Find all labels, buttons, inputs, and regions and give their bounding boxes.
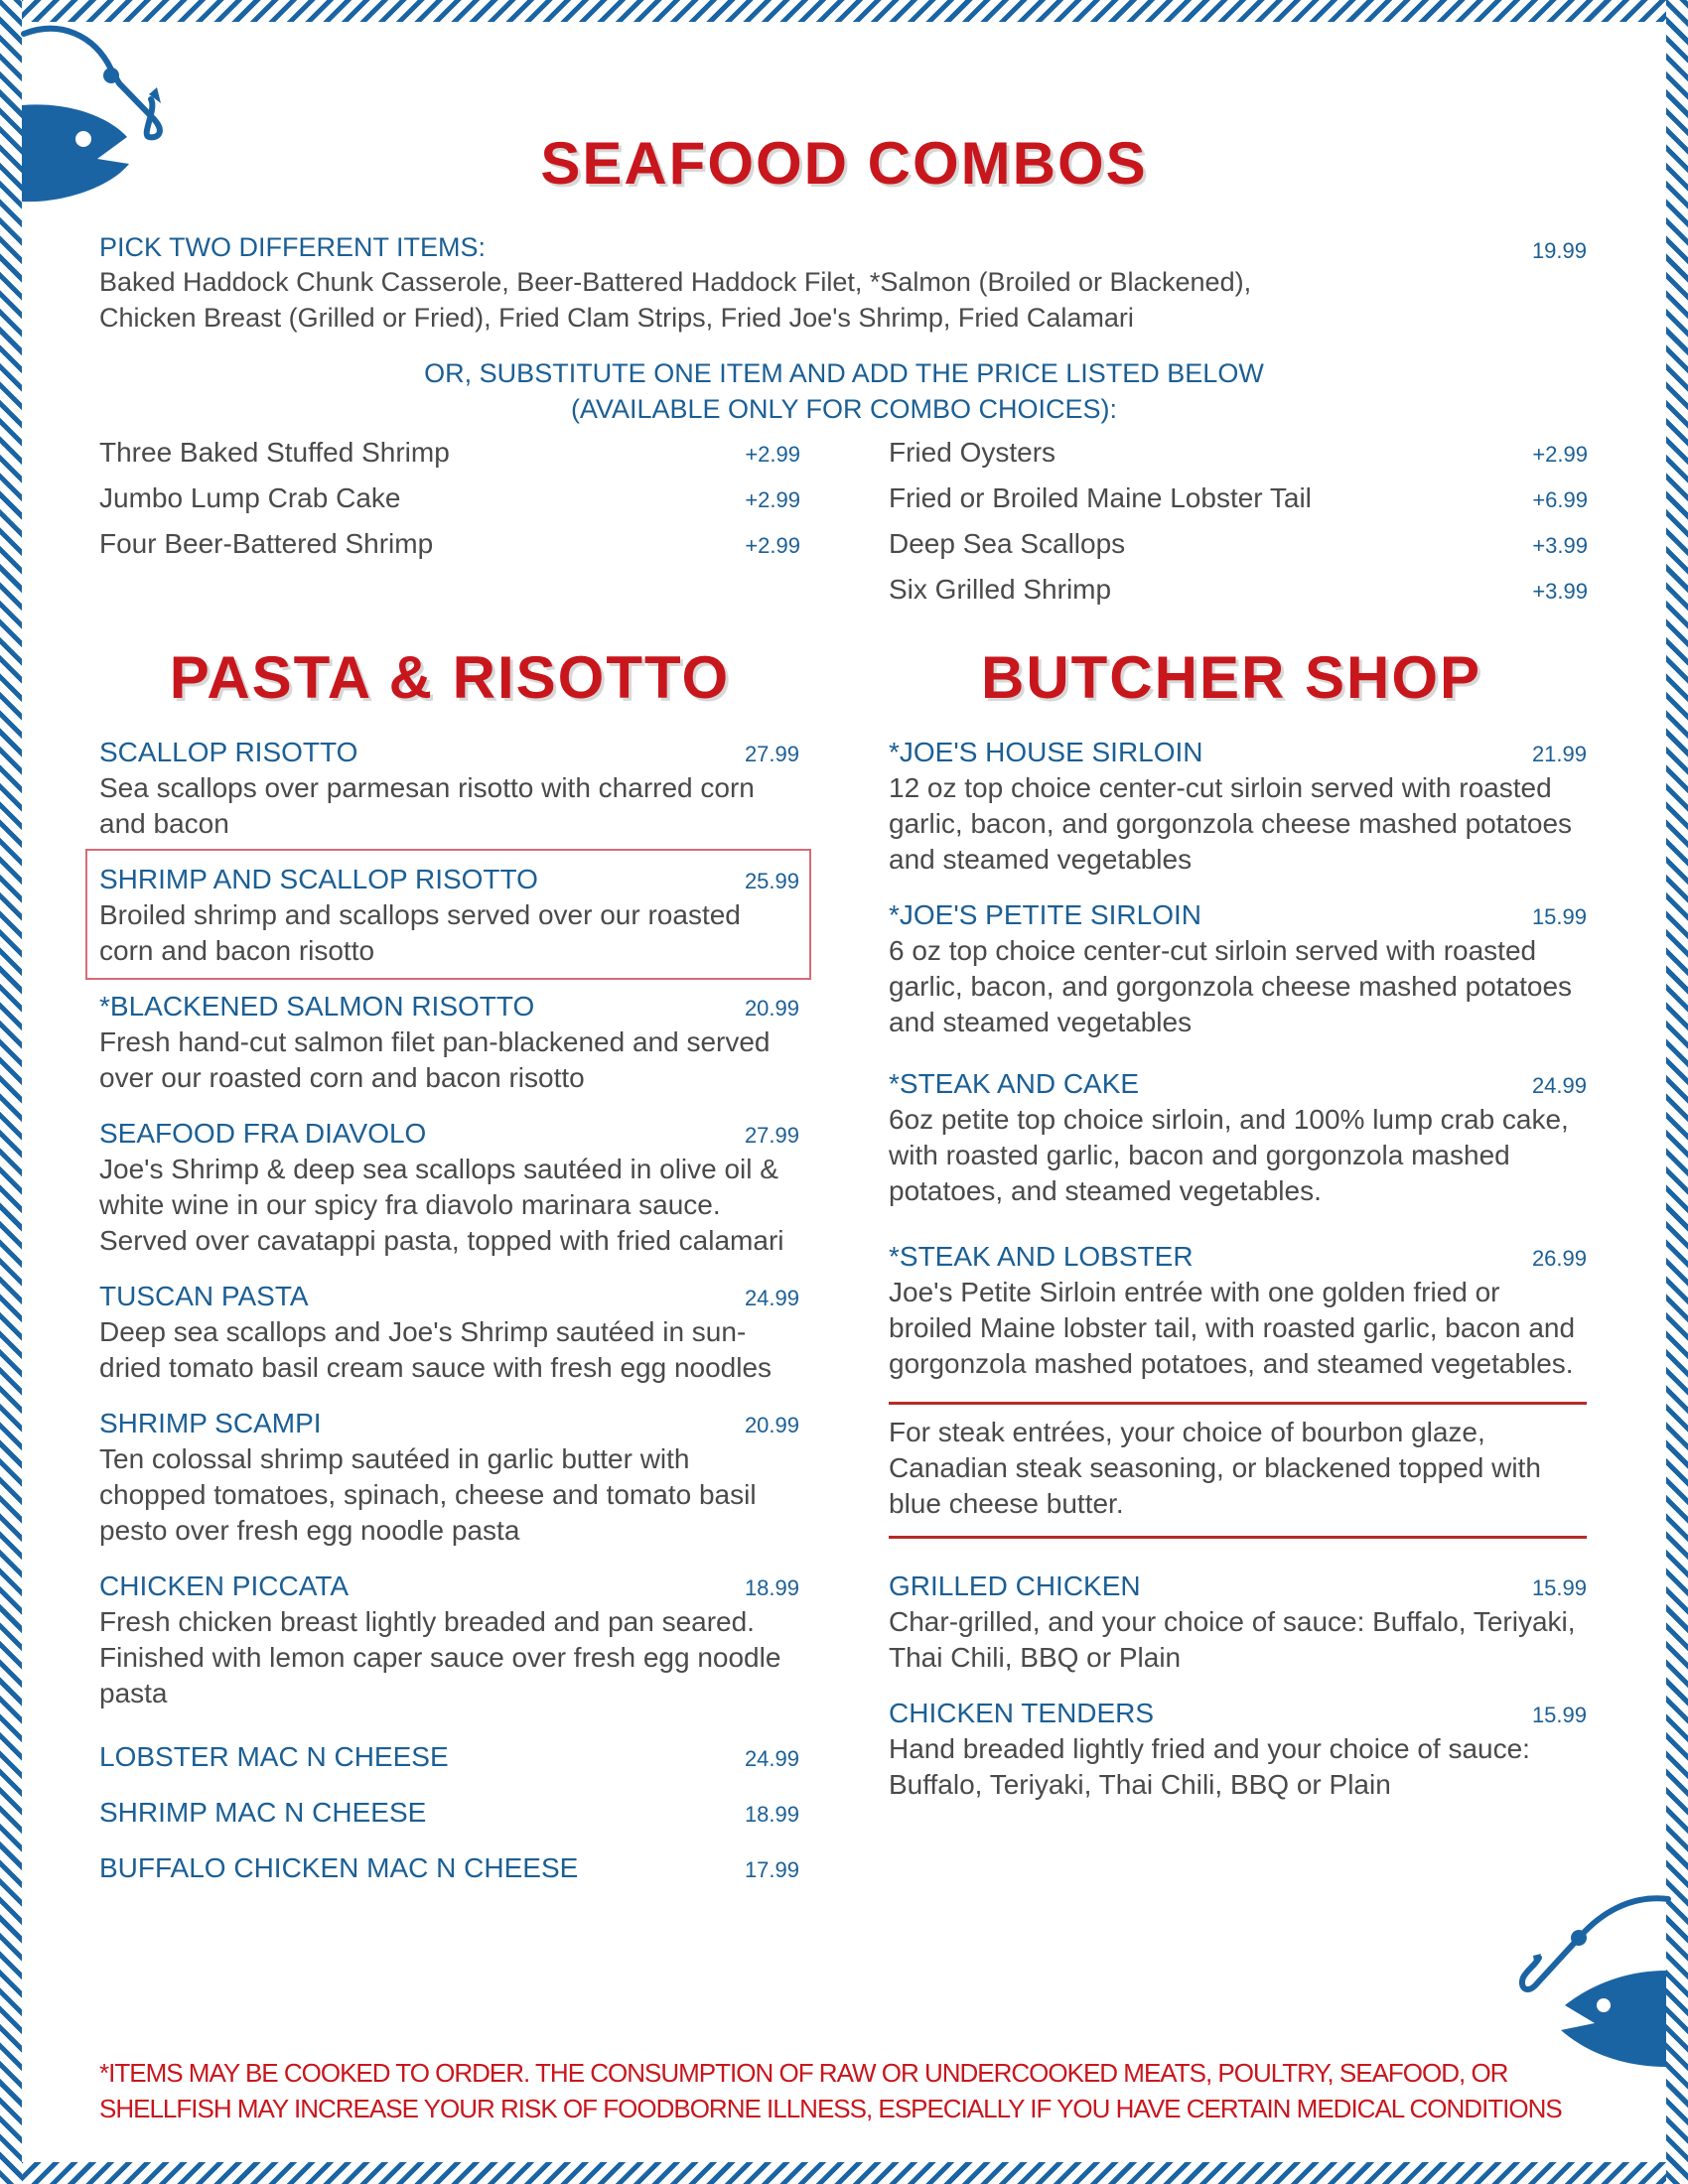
substitutes-right — [889, 437, 1588, 619]
item-name: SHRIMP MAC N CHEESE — [99, 1797, 427, 1828]
substitute-item — [889, 437, 1588, 482]
item-name: *JOE'S PETITE SIRLOIN — [889, 899, 1201, 930]
item-name: CHICKEN TENDERS — [889, 1698, 1155, 1728]
menu-item — [889, 1066, 1587, 1209]
substitute-name: Six Grilled Shrimp — [889, 574, 1112, 605]
item-description: Hand breaded lightly fried and your choice of sauce: Buffalo, Teriyaki, Thai Chili, BBQ or Plain — [889, 1733, 1530, 1800]
item-price: 15.99 — [1531, 1575, 1587, 1600]
item-description: Ten colossal shrimp sautéed in garlic butter with chopped tomatoes, spinach, cheese and tomato basil pesto over fresh egg noodle pasta — [99, 1443, 757, 1546]
divider-line — [889, 1536, 1587, 1539]
item-description: Joe's Shrimp & deep sea scallops sautéed in olive oil & white wine in our spicy fra diavolo marinara sauce. Served over cavatappi pasta, topped with fried calamari — [99, 1154, 784, 1256]
combo-price: 19.99 — [1531, 238, 1587, 263]
menu-item — [99, 1406, 799, 1549]
menu-item — [99, 1569, 799, 1711]
seafood-combos-title: SEAFOOD COMBOS — [540, 130, 1148, 197]
menu-item — [889, 735, 1587, 878]
substitute-heading-line: (AVAILABLE ONLY FOR COMBO CHOICES): — [570, 394, 1118, 424]
item-name: *STEAK AND LOBSTER — [889, 1241, 1194, 1272]
substitute-item — [889, 482, 1588, 528]
substitute-heading — [0, 355, 1688, 427]
menu-item — [889, 1696, 1587, 1803]
pasta-risotto-list — [99, 735, 799, 1906]
item-name: GRILLED CHICKEN — [889, 1570, 1141, 1601]
steak-note: For steak entrées, your choice of bourbon glaze, Canadian steak seasoning, or blackened topped with blue cheese butter. — [889, 1417, 1541, 1519]
item-price: 24.99 — [744, 1286, 799, 1310]
substitute-name: Fried Oysters — [889, 437, 1056, 468]
item-name: LOBSTER MAC N CHEESE — [99, 1741, 449, 1772]
substitute-heading-line: OR, SUBSTITUTE ONE ITEM AND ADD THE PRICE LISTED BELOW — [424, 358, 1264, 388]
substitute-name: Deep Sea Scallops — [889, 528, 1126, 559]
pasta-risotto-title: PASTA & RISOTTO — [169, 644, 731, 711]
stripe-border-bottom — [0, 2162, 1688, 2184]
substitute-price: +2.99 — [745, 533, 800, 558]
item-price: 18.99 — [744, 1802, 799, 1827]
substitute-name: Fried or Broiled Maine Lobster Tail — [889, 482, 1312, 513]
item-price: 24.99 — [1531, 1073, 1587, 1098]
substitute-price: +2.99 — [1532, 442, 1588, 467]
item-name: SEAFOOD FRA DIAVOLO — [99, 1118, 427, 1149]
menu-item — [99, 989, 799, 1096]
item-name: SCALLOP RISOTTO — [99, 737, 358, 767]
item-price: 26.99 — [1531, 1246, 1587, 1271]
substitute-item — [889, 528, 1588, 574]
item-price: 27.99 — [744, 1123, 799, 1148]
substitute-item — [99, 437, 800, 482]
item-name: TUSCAN PASTA — [99, 1281, 309, 1311]
substitute-name: Jumbo Lump Crab Cake — [99, 482, 401, 513]
item-price: 18.99 — [744, 1575, 799, 1600]
item-price: 27.99 — [744, 742, 799, 766]
combo-choices — [99, 264, 1589, 336]
stripe-border-right — [1666, 0, 1688, 2184]
item-description: Fresh hand-cut salmon filet pan-blackened and served over our roasted corn and bacon risotto — [99, 1026, 771, 1093]
butcher-shop-list — [889, 735, 1587, 1823]
item-name: SHRIMP AND SCALLOP RISOTTO — [99, 864, 538, 894]
item-description: Joe's Petite Sirloin entrée with one golden fried or broiled Maine lobster tail, with roasted garlic, bacon and gorgonzola mashed potatoes, and steamed vegetables. — [889, 1277, 1576, 1379]
stripe-border-top — [0, 0, 1688, 22]
substitute-item — [99, 528, 800, 574]
substitute-price: +3.99 — [1532, 579, 1588, 604]
menu-item — [99, 1739, 799, 1775]
menu-item — [99, 1795, 799, 1831]
item-price: 20.99 — [744, 996, 799, 1021]
fish-on-hook-icon — [1470, 1866, 1688, 2184]
item-description: Broiled shrimp and scallops served over our roasted corn and bacon risotto — [99, 899, 741, 966]
menu-item — [99, 1116, 799, 1259]
item-description: Deep sea scallops and Joe's Shrimp sautéed in sun-dried tomato basil cream sauce with fresh egg noodles — [99, 1316, 773, 1383]
item-description: 12 oz top choice center-cut sirloin served with roasted garlic, bacon, and gorgonzola cheese mashed potatoes and steamed vegetables — [889, 772, 1573, 875]
menu-item — [889, 1569, 1587, 1676]
substitute-price: +3.99 — [1532, 533, 1588, 558]
item-price: 17.99 — [744, 1857, 799, 1882]
item-description: Char-grilled, and your choice of sauce: Buffalo, Teriyaki, Thai Chili, BBQ or Plain — [889, 1606, 1576, 1673]
item-name: CHICKEN PICCATA — [99, 1570, 349, 1601]
item-price: 24.99 — [744, 1746, 799, 1771]
item-price: 15.99 — [1531, 1703, 1587, 1727]
substitutes-left — [99, 437, 800, 574]
item-price: 25.99 — [744, 869, 799, 893]
item-description: Sea scallops over parmesan risotto with charred corn and bacon — [99, 772, 755, 839]
item-description: 6oz petite top choice sirloin, and 100% lump crab cake, with roasted garlic, bacon and gorgonzola mashed potatoes, and steamed vegetables. — [889, 1104, 1569, 1206]
item-price: 20.99 — [744, 1413, 799, 1437]
item-description: 6 oz top choice center-cut sirloin served with roasted garlic, bacon, and gorgonzola cheese mashed potatoes and steamed vegetables — [889, 935, 1573, 1037]
substitute-item — [99, 482, 800, 528]
substitute-name: Four Beer-Battered Shrimp — [99, 528, 434, 559]
menu-item — [99, 1850, 799, 1886]
item-name: *JOE'S HOUSE SIRLOIN — [889, 737, 1203, 767]
food-safety-disclaimer: *ITEMS MAY BE COOKED TO ORDER. THE CONSUMPTION OF RAW OR UNDERCOOKED MEATS, POULTRY, SEAFOOD, OR SHELLFISH MAY INCREASE YOUR RISK OF FOODBORNE ILLNESS, ESPECIALLY IF YOU HAVE CERTAIN MEDICAL CONDITIONS — [99, 2058, 1562, 2123]
butcher-shop-title: BUTCHER SHOP — [980, 644, 1482, 711]
item-name: SHRIMP SCAMPI — [99, 1408, 322, 1438]
substitute-name: Three Baked Stuffed Shrimp — [99, 437, 450, 468]
item-price: 21.99 — [1531, 742, 1587, 766]
combo-choices-line: Baked Haddock Chunk Casserole, Beer-Battered Haddock Filet, *Salmon (Broiled or Blackened), — [99, 267, 1252, 297]
pick-two-label: PICK TWO DIFFERENT ITEMS: — [99, 232, 487, 262]
stripe-border-left — [0, 0, 22, 2184]
item-name: BUFFALO CHICKEN MAC N CHEESE — [99, 1852, 579, 1883]
menu-item — [99, 1279, 799, 1386]
item-name: *BLACKENED SALMON RISOTTO — [99, 991, 535, 1022]
combo-choices-line: Chicken Breast (Grilled or Fried), Fried Clam Strips, Fried Joe's Shrimp, Fried Calamari — [99, 303, 1134, 333]
substitute-price: +6.99 — [1532, 487, 1588, 512]
menu-item — [889, 1239, 1587, 1382]
menu-item — [889, 897, 1587, 1040]
menu-item-highlighted — [99, 862, 799, 969]
substitute-price: +2.99 — [745, 442, 800, 467]
item-name: *STEAK AND CAKE — [889, 1068, 1140, 1099]
item-price: 15.99 — [1531, 904, 1587, 929]
menu-item — [99, 735, 799, 842]
item-description: Fresh chicken breast lightly breaded and pan seared. Finished with lemon caper sauce over fresh egg noodle pasta — [99, 1606, 781, 1708]
substitute-item — [889, 574, 1588, 619]
substitute-price: +2.99 — [745, 487, 800, 512]
